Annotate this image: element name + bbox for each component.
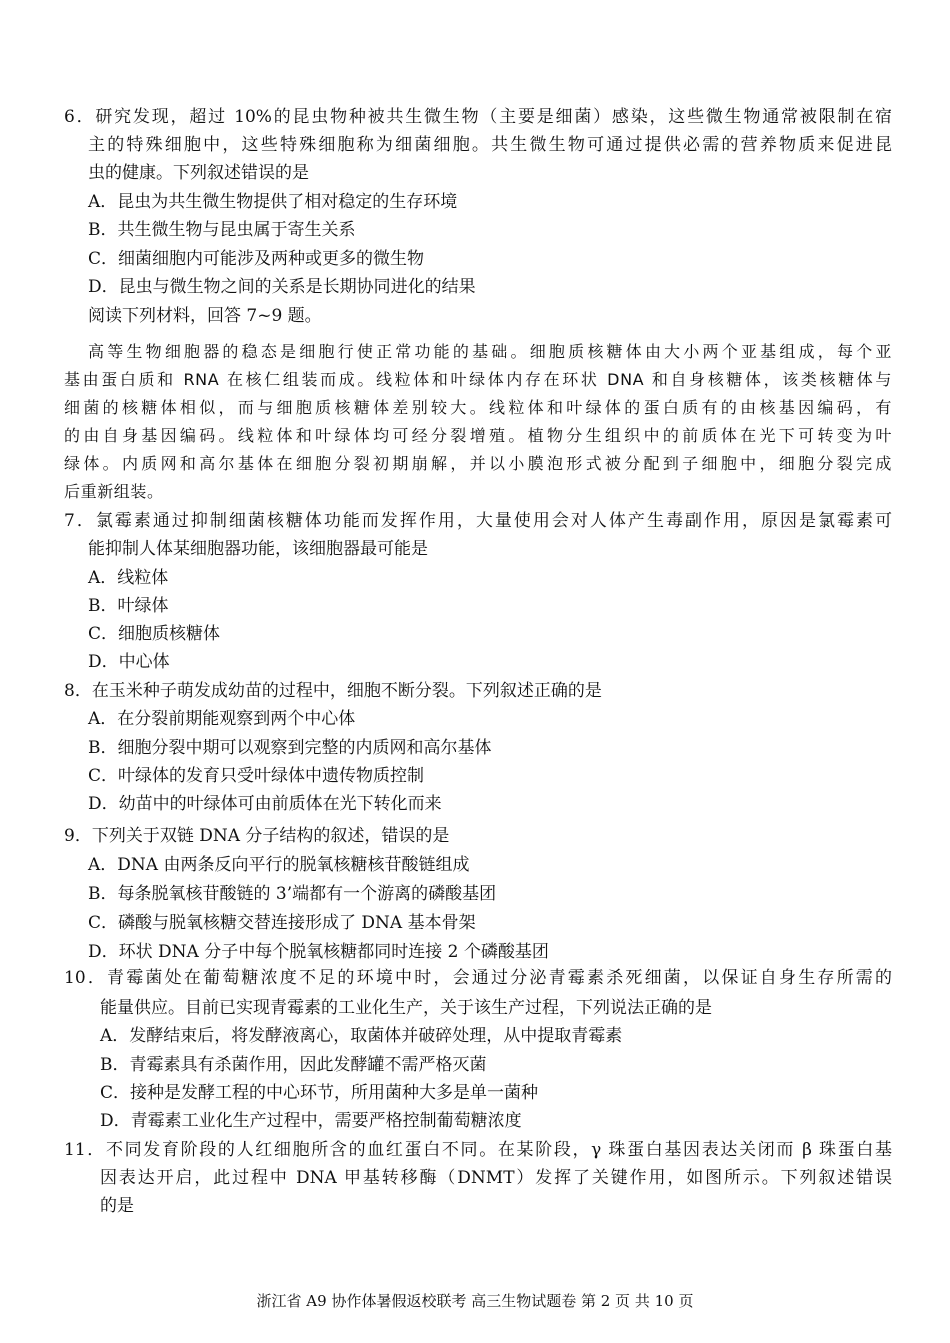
q7-option-a: A．线粒体	[88, 568, 169, 588]
material-line-3: 细菌的核糖体相似，而与细胞质核糖体差别较大。线粒体和叶绿体的蛋白质有的由核基因编码，有	[64, 398, 892, 417]
q11-stem-line-3: 的是	[100, 1196, 134, 1216]
q8-option-c: C．叶绿体的发育只受叶绿体中遗传物质控制	[88, 766, 425, 786]
q7-option-c: C．细胞质核糖体	[88, 624, 221, 644]
q8-option-a: A．在分裂前期能观察到两个中心体	[88, 709, 356, 729]
q9-option-a: A．DNA 由两条反向平行的脱氧核糖核苷酸链组成	[88, 855, 470, 875]
q8-option-b: B．细胞分裂中期可以观察到完整的内质网和高尔基体	[88, 738, 492, 758]
q10-option-c: C．接种是发酵工程的中心环节，所用菌种大多是单一菌种	[100, 1083, 539, 1103]
q11-stem-line-2: 因表达开启，此过程中 DNA 甲基转移酶（DNMT）发挥了关键作用，如图所示。下列叙述错误	[100, 1168, 892, 1188]
q10-option-a: A．发酵结束后，将发酵液离心，取菌体并破碎处理，从中提取青霉素	[100, 1026, 623, 1046]
q6-stem-line-1: 6．研究发现，超过 10%的昆虫物种被共生微生物（主要是细菌）感染，这些微生物通常被限制在宿	[64, 107, 892, 127]
q6-option-b: B．共生微生物与昆虫属于寄生关系	[88, 220, 356, 240]
page-footer: 浙江省 A9 协作体暑假返校联考 高三生物试题卷 第 2 页 共 10 页	[256, 1292, 694, 1310]
q9-stem: 9．下列关于双链 DNA 分子结构的叙述，错误的是	[64, 826, 450, 846]
q10-option-d: D．青霉素工业化生产过程中，需要严格控制葡萄糖浓度	[100, 1111, 522, 1131]
material-line-6: 后重新组装。	[64, 482, 164, 501]
q8-stem: 8．在玉米种子萌发成幼苗的过程中，细胞不断分裂。下列叙述正确的是	[64, 681, 602, 701]
q6-option-d: D．昆虫与微生物之间的关系是长期协同进化的结果	[88, 277, 476, 297]
q6-option-a: A．昆虫为共生微生物提供了相对稳定的生存环境	[88, 192, 458, 212]
reading-prompt: 阅读下列材料，回答 7~9 题。	[88, 306, 322, 326]
q10-stem-line-2: 能量供应。目前已实现青霉素的工业化生产，关于该生产过程，下列说法正确的是	[100, 998, 712, 1018]
q8-option-d: D．幼苗中的叶绿体可由前质体在光下转化而来	[88, 794, 442, 814]
q7-stem-line-2: 能抑制人体某细胞器功能，该细胞器最可能是	[88, 539, 428, 559]
q10-option-b: B．青霉素具有杀菌作用，因此发酵罐不需严格灭菌	[100, 1055, 487, 1075]
q9-option-b: B．每条脱氧核苷酸链的 3’端都有一个游离的磷酸基团	[88, 884, 497, 904]
q9-option-c: C．磷酸与脱氧核糖交替连接形成了 DNA 基本骨架	[88, 913, 476, 933]
q7-option-d: D．中心体	[88, 652, 170, 672]
q7-option-b: B．叶绿体	[88, 596, 169, 616]
q10-stem-line-1: 10．青霉菌处在葡萄糖浓度不足的环境中时，会通过分泌青霉素杀死细菌，以保证自身生存所需的	[64, 968, 892, 988]
q6-option-c: C．细菌细胞内可能涉及两种或更多的微生物	[88, 249, 425, 269]
material-line-4: 的由自身基因编码。线粒体和叶绿体均可经分裂增殖。植物分生组织中的前质体在光下可转变为叶	[64, 426, 892, 445]
material-line-1: 高等生物细胞器的稳态是细胞行使正常功能的基础。细胞质核糖体由大小两个亚基组成，每个亚	[88, 342, 892, 361]
q6-stem-line-3: 虫的健康。下列叙述错误的是	[88, 163, 309, 183]
material-line-5: 绿体。内质网和高尔基体在细胞分裂初期崩解，并以小膜泡形式被分配到子细胞中，细胞分裂完成	[64, 454, 892, 473]
material-line-2: 基由蛋白质和 RNA 在核仁组装而成。线粒体和叶绿体内存在环状 DNA 和自身核糖体，该类核糖体与	[64, 370, 892, 389]
q7-stem-line-1: 7．氯霉素通过抑制细菌核糖体功能而发挥作用，大量使用会对人体产生毒副作用，原因是氯霉素可	[64, 511, 892, 531]
q9-option-d: D．环状 DNA 分子中每个脱氧核糖都同时连接 2 个磷酸基团	[88, 942, 549, 962]
q6-stem-line-2: 主的特殊细胞中，这些特殊细胞称为细菌细胞。共生微生物可通过提供必需的营养物质来促进昆	[88, 135, 892, 155]
q11-stem-line-1: 11．不同发育阶段的人红细胞所含的血红蛋白不同。在某阶段，γ 珠蛋白基因表达关闭而 β 珠蛋白基	[64, 1140, 892, 1160]
